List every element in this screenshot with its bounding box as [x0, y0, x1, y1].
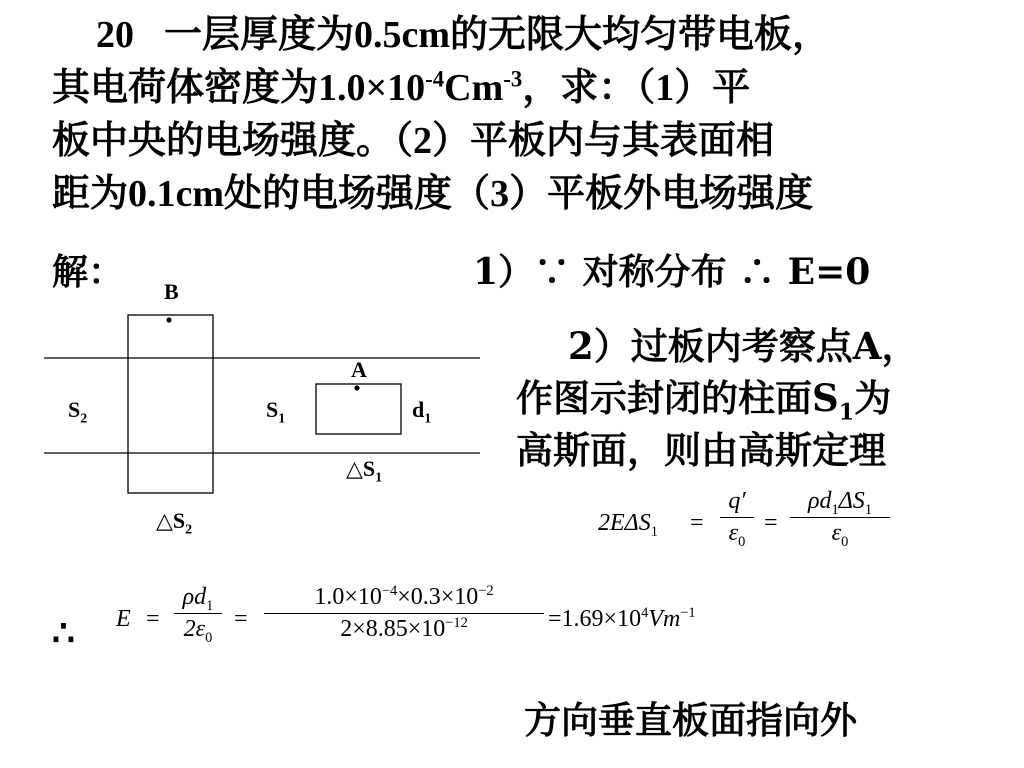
- problem-text: 板中央的电场强度。（: [52, 117, 414, 162]
- part2-line-2: 作图示封闭的柱面$S_1$为: [516, 376, 892, 426]
- problem-line-2: [52, 61, 982, 114]
- label-s1: $S_1$: [266, 397, 286, 427]
- problem-text: 处的电场强度（: [224, 170, 491, 215]
- solution-part-2: [516, 320, 918, 476]
- solution-part-1: 1）∵ 对称分布 ∴ E=0: [473, 251, 871, 293]
- problem-text: ）平板外电场强度: [509, 170, 814, 215]
- problem-line-4: [52, 167, 982, 220]
- problem-text: ）平板内与其表面相: [432, 117, 775, 162]
- eq1-fraction-1: q′ $\varepsilon_0$: [720, 488, 754, 547]
- gauss-surface-diagram: [40, 275, 490, 538]
- eq2-fraction-1: $\rho d_1$ $2\varepsilon_0$: [174, 584, 222, 643]
- question-number: 1: [655, 67, 675, 109]
- problem-text: 其电荷体密度为: [52, 64, 319, 109]
- problem-statement: [52, 8, 982, 220]
- eq1-equals-2: =: [764, 510, 778, 536]
- density-value: $1.0\times 10^{-4}Cm^{-3}$: [318, 66, 523, 109]
- part2-line-1: 2）过板内考察点A，: [568, 324, 919, 368]
- problem-text: ，求：（: [522, 64, 656, 109]
- problem-line-1: [52, 8, 982, 61]
- point-a-dot: [354, 385, 359, 390]
- field-result-equation: [116, 582, 796, 672]
- label-b: B: [164, 279, 179, 304]
- solution-label: 解：: [52, 251, 125, 293]
- therefore-symbol: ∴: [52, 612, 75, 654]
- problem-text: 的无限大均匀带电板，: [450, 11, 831, 56]
- gauss-cylinder-s1: [316, 384, 401, 434]
- question-number: 2: [413, 120, 433, 162]
- label-d1: $d_1$: [412, 397, 432, 427]
- label-s2: $S_2$: [68, 397, 88, 427]
- part2-line-3: 高斯面，则由高斯定理: [516, 428, 886, 472]
- question-number: 3: [490, 173, 510, 215]
- problem-number: 20: [96, 14, 134, 56]
- thickness-value: 0.5cm: [354, 14, 451, 56]
- direction-text: 方向垂直板面指向外: [524, 698, 857, 742]
- label-a: A: [351, 357, 367, 382]
- eq2-fraction-2: $1.0\times 10^{-4}\times 0.3\times 10^{-2}$ $2\times 8.85\times 10^{-12}$: [264, 584, 544, 643]
- eq2-lhs: E: [116, 606, 131, 632]
- gauss-cylinder-s2: [128, 315, 213, 493]
- eq2-equals: =: [146, 606, 160, 632]
- problem-line-3: [52, 114, 982, 167]
- problem-text: 距为: [52, 170, 129, 215]
- label-delta-s1: $\triangle S_1$: [346, 456, 383, 486]
- eq1-fraction-2: $\rho d_1\Delta S_1$ $\varepsilon_0$: [790, 488, 890, 547]
- eq2-result: $=1.69\times 10^4Vm^{-1}$: [548, 605, 696, 632]
- point-b-dot: [166, 317, 171, 322]
- problem-text: ）平: [674, 64, 751, 109]
- gauss-law-equation: [598, 488, 898, 578]
- label-delta-s2: $\triangle S_2$: [156, 508, 193, 538]
- distance-value: 0.1cm: [128, 173, 225, 215]
- eq2-equals-2: =: [234, 606, 248, 632]
- problem-text: 一层厚度为: [164, 11, 355, 56]
- eq1-equals: =: [690, 510, 704, 536]
- eq1-lhs: $2E\Delta S_1$: [598, 510, 658, 540]
